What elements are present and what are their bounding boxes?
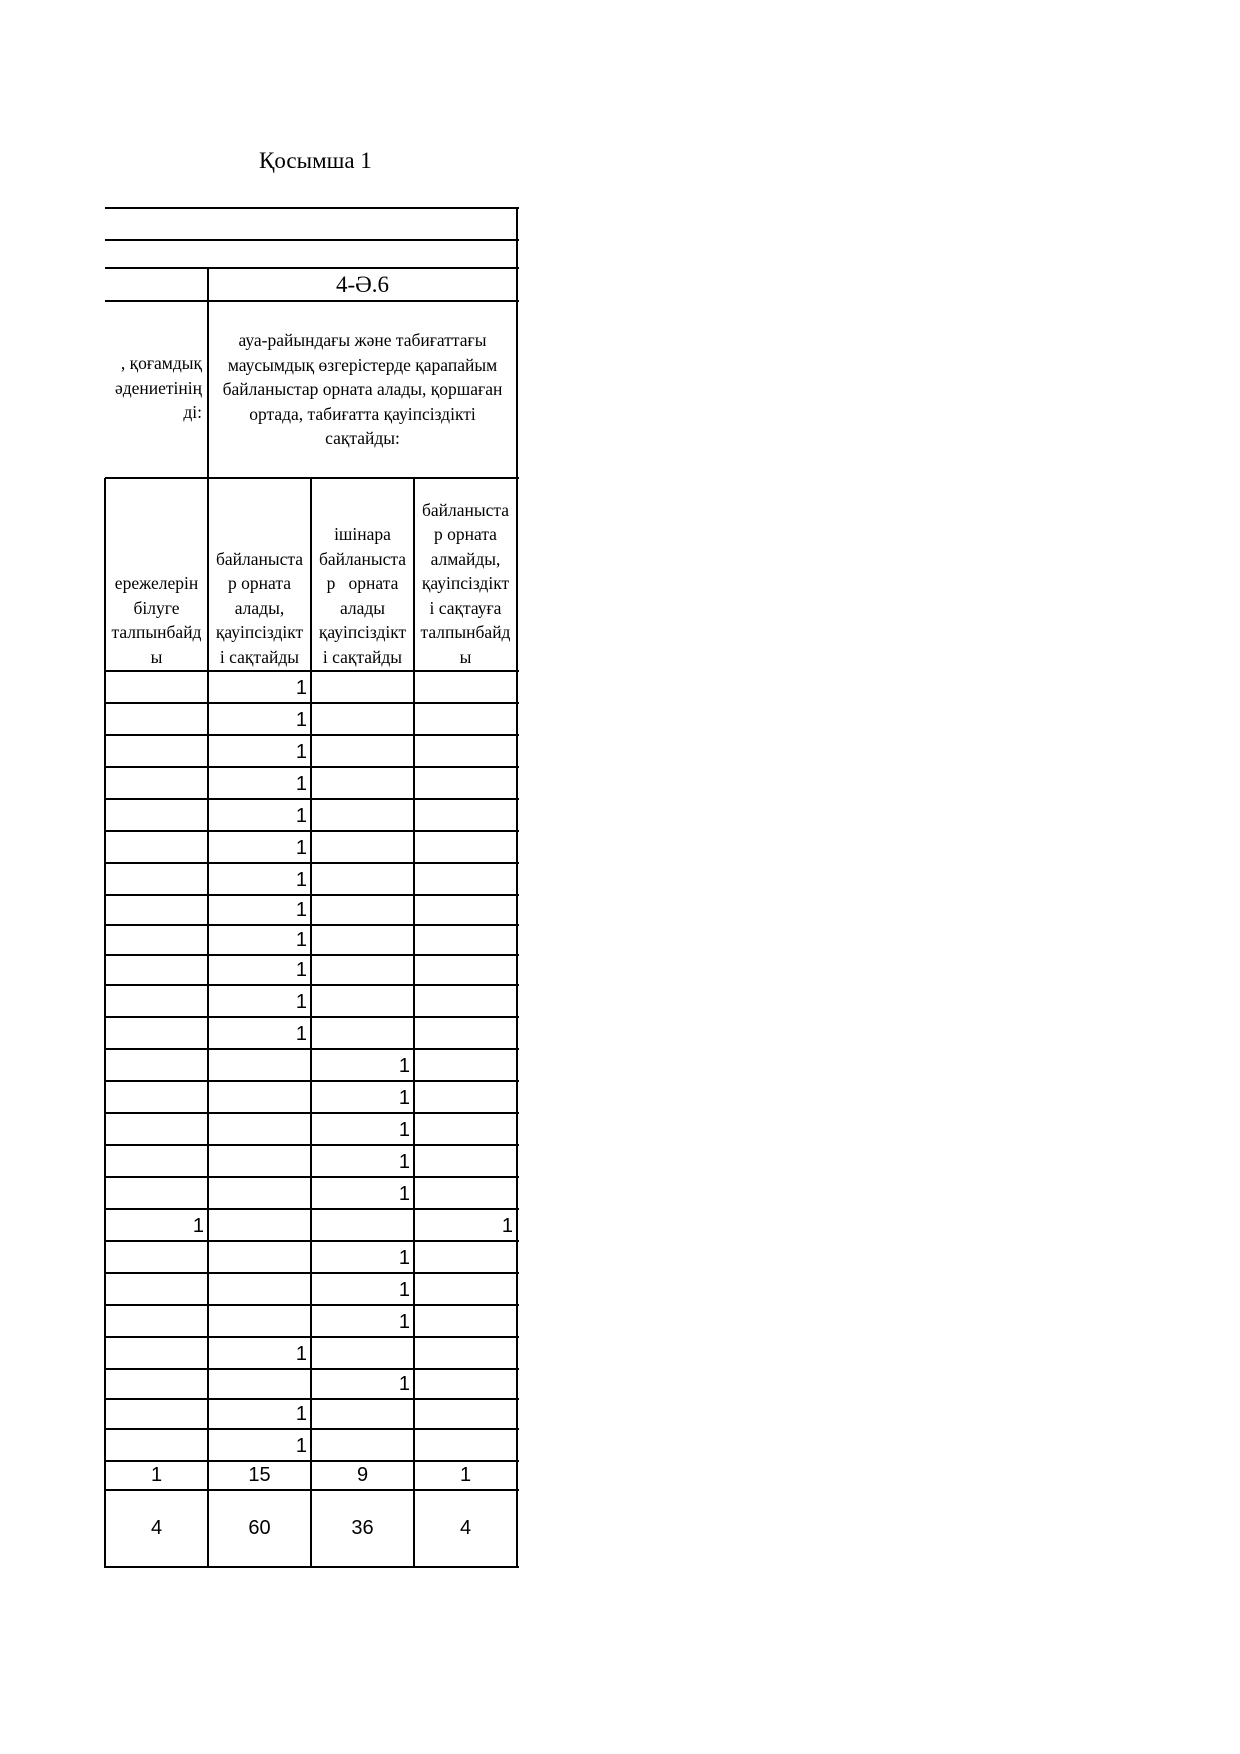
- header-line: алады,: [234, 597, 285, 618]
- table-cell: 1: [295, 899, 307, 921]
- table-cell: [311, 1017, 414, 1049]
- header-line: ортада, табиғатта қауіпсіздікті: [249, 403, 476, 424]
- table-cell: [311, 1209, 414, 1241]
- table-cell: [311, 703, 414, 735]
- table-cell: [414, 1049, 517, 1081]
- table-cell: 1: [295, 991, 307, 1013]
- table-cell: [414, 1429, 517, 1461]
- column-header-3: [311, 478, 414, 671]
- table-cell: 1: [398, 1183, 410, 1205]
- table-cell: [105, 831, 208, 863]
- table-cell: [414, 671, 517, 703]
- table-cell: [311, 799, 414, 831]
- table-cell: [414, 1337, 517, 1369]
- table-cell: [208, 1049, 311, 1081]
- table-cell: 1: [295, 773, 307, 795]
- header-line: ы: [459, 646, 472, 667]
- table-bottom-border: [105, 1566, 519, 1568]
- table-cell: 1: [295, 959, 307, 981]
- percent-cell: 4: [459, 1517, 472, 1539]
- table-cell: [208, 1273, 311, 1305]
- table-cell: [311, 831, 414, 863]
- table-cell: [208, 1177, 311, 1209]
- table-cell: 1: [295, 741, 307, 763]
- percent-cell: 60: [248, 1517, 271, 1539]
- table-cell: [105, 925, 208, 955]
- header-text: [223, 328, 503, 451]
- header-text: [112, 571, 202, 669]
- table-cell: 1: [295, 805, 307, 827]
- total-cell: 15: [248, 1464, 271, 1486]
- table-cell: 1: [295, 869, 307, 891]
- column-header-2: [208, 478, 311, 671]
- header-line: байланыста: [318, 548, 407, 569]
- table-cell: [208, 1145, 311, 1177]
- header-line: р орната: [326, 573, 399, 593]
- table-cell: [105, 1337, 208, 1369]
- table-cell: [414, 1017, 517, 1049]
- header-line: білуге: [133, 597, 180, 618]
- table-cell: [105, 799, 208, 831]
- header-line: і сақтауға: [429, 597, 502, 618]
- table-cell: [105, 1305, 208, 1337]
- table-cell: [105, 863, 208, 895]
- header-text: [319, 522, 406, 669]
- header-line: қауіпсіздікт: [215, 622, 304, 642]
- table-cell: [311, 895, 414, 925]
- header-line: ді:: [183, 402, 202, 422]
- header-line: р орната: [228, 573, 291, 593]
- competency-code: 4-Ә.6: [335, 271, 390, 297]
- header-line: ережелерін: [114, 573, 199, 593]
- table-cell: [414, 799, 517, 831]
- truncated-description: [105, 301, 208, 478]
- table-cell: 1: [295, 1403, 307, 1425]
- table-cell: [414, 925, 517, 955]
- table-cell: [105, 1241, 208, 1273]
- table-cell: [311, 1337, 414, 1369]
- table-cell: 1: [501, 1215, 513, 1237]
- header-text: [421, 498, 511, 670]
- header-line: ауа-райындағы және табиғаттағы: [238, 330, 487, 351]
- table-cell: 1: [295, 837, 307, 859]
- table-cell: [414, 863, 517, 895]
- table-cell: [311, 1429, 414, 1461]
- table-cell: [105, 955, 208, 985]
- total-cell: 1: [150, 1464, 163, 1486]
- table-cell: [208, 1369, 311, 1399]
- table-cell: [311, 985, 414, 1017]
- table-cell: 1: [398, 1087, 410, 1109]
- table-cell: 1: [398, 1373, 410, 1395]
- header-line: , қоғамдық: [120, 353, 202, 373]
- table-cell: [414, 1399, 517, 1429]
- table-cell: [208, 1305, 311, 1337]
- table-cell: [208, 1209, 311, 1241]
- appendix-title: Қосымша 1: [259, 148, 372, 173]
- table-cell: [414, 831, 517, 863]
- header-line: байланыстар орната алады, қоршаған: [222, 379, 503, 400]
- total-cell: 1: [459, 1464, 472, 1486]
- table-cell: [414, 1177, 517, 1209]
- table-cell: [414, 1241, 517, 1273]
- table-cell: [208, 1241, 311, 1273]
- column-header-4: [414, 478, 517, 671]
- table-cell: [311, 955, 414, 985]
- column-header-1: [105, 478, 208, 671]
- competency-description: [208, 301, 517, 478]
- table-cell: [208, 1113, 311, 1145]
- header-line: сақтайды:: [325, 428, 400, 449]
- table-cell: [414, 1369, 517, 1399]
- table-cell: [105, 1273, 208, 1305]
- table-cell: [414, 1081, 517, 1113]
- table-cell: [105, 895, 208, 925]
- header-text: [216, 547, 303, 670]
- table-cell: [414, 1305, 517, 1337]
- table-cell: [105, 703, 208, 735]
- table-cell: [208, 1081, 311, 1113]
- table-cell: [105, 735, 208, 767]
- table-cell: [414, 1113, 517, 1145]
- header-line: талпынбайд: [420, 622, 511, 642]
- table-cell: [105, 985, 208, 1017]
- table-cell: 1: [398, 1311, 410, 1333]
- header-line: алады: [339, 597, 386, 618]
- table-cell: [311, 671, 414, 703]
- table-cell: [105, 1369, 208, 1399]
- header-line: [105, 239, 519, 241]
- table-cell: 1: [398, 1279, 410, 1301]
- table-cell: [414, 1145, 517, 1177]
- table-cell: [311, 1399, 414, 1429]
- table-cell: 1: [295, 929, 307, 951]
- table-cell: [311, 767, 414, 799]
- table-cell: [105, 1177, 208, 1209]
- header-line: талпынбайд: [111, 622, 202, 642]
- percent-cell: 4: [150, 1517, 163, 1539]
- header-line: алмайды,: [430, 548, 501, 569]
- header-line: байланыста: [421, 499, 510, 520]
- table-cell: [414, 895, 517, 925]
- header-line: ы: [150, 646, 163, 667]
- table-cell: [414, 767, 517, 799]
- header-line: ішінара: [334, 524, 391, 544]
- table-cell: [311, 925, 414, 955]
- table-cell: 1: [398, 1151, 410, 1173]
- header-line: байланыста: [215, 548, 304, 569]
- header-line: қауіпсіздікт: [421, 573, 510, 593]
- total-cell: 9: [356, 1464, 369, 1486]
- table-cell: [414, 955, 517, 985]
- table-cell: 1: [295, 1343, 307, 1365]
- table-cell: [414, 1273, 517, 1305]
- table-cell: [105, 1113, 208, 1145]
- table-cell: [414, 985, 517, 1017]
- header-line: маусымдық өзгерістерде қарапайым: [227, 354, 498, 375]
- table-cell: [105, 1049, 208, 1081]
- table-cell: 1: [398, 1247, 410, 1269]
- table-cell: [105, 1399, 208, 1429]
- table-cell: [105, 1081, 208, 1113]
- table-cell: 1: [398, 1055, 410, 1077]
- table-cell: 1: [295, 1023, 307, 1045]
- table-cell: [105, 767, 208, 799]
- header-text: [115, 351, 202, 425]
- table-cell: [105, 671, 208, 703]
- table-cell: [105, 1145, 208, 1177]
- table-cell: 1: [398, 1119, 410, 1141]
- table-cell: [311, 735, 414, 767]
- table-cell: 1: [295, 677, 307, 699]
- table-cell: [105, 1429, 208, 1461]
- table-cell: [311, 863, 414, 895]
- header-line: р орната: [434, 524, 497, 544]
- table-cell: [414, 735, 517, 767]
- table-cell: 1: [295, 1435, 307, 1457]
- header-line: і сақтайды: [219, 646, 300, 667]
- percent-cell: 36: [351, 1517, 374, 1539]
- table-cell: [105, 1017, 208, 1049]
- table-top-border: [105, 207, 519, 209]
- header-line: қауіпсіздікт: [318, 622, 407, 642]
- header-line: і сақтайды: [322, 646, 403, 667]
- header-line: әдениетінің: [114, 377, 202, 398]
- table-cell: 1: [192, 1215, 204, 1237]
- table-cell: 1: [295, 709, 307, 731]
- table-cell: [414, 703, 517, 735]
